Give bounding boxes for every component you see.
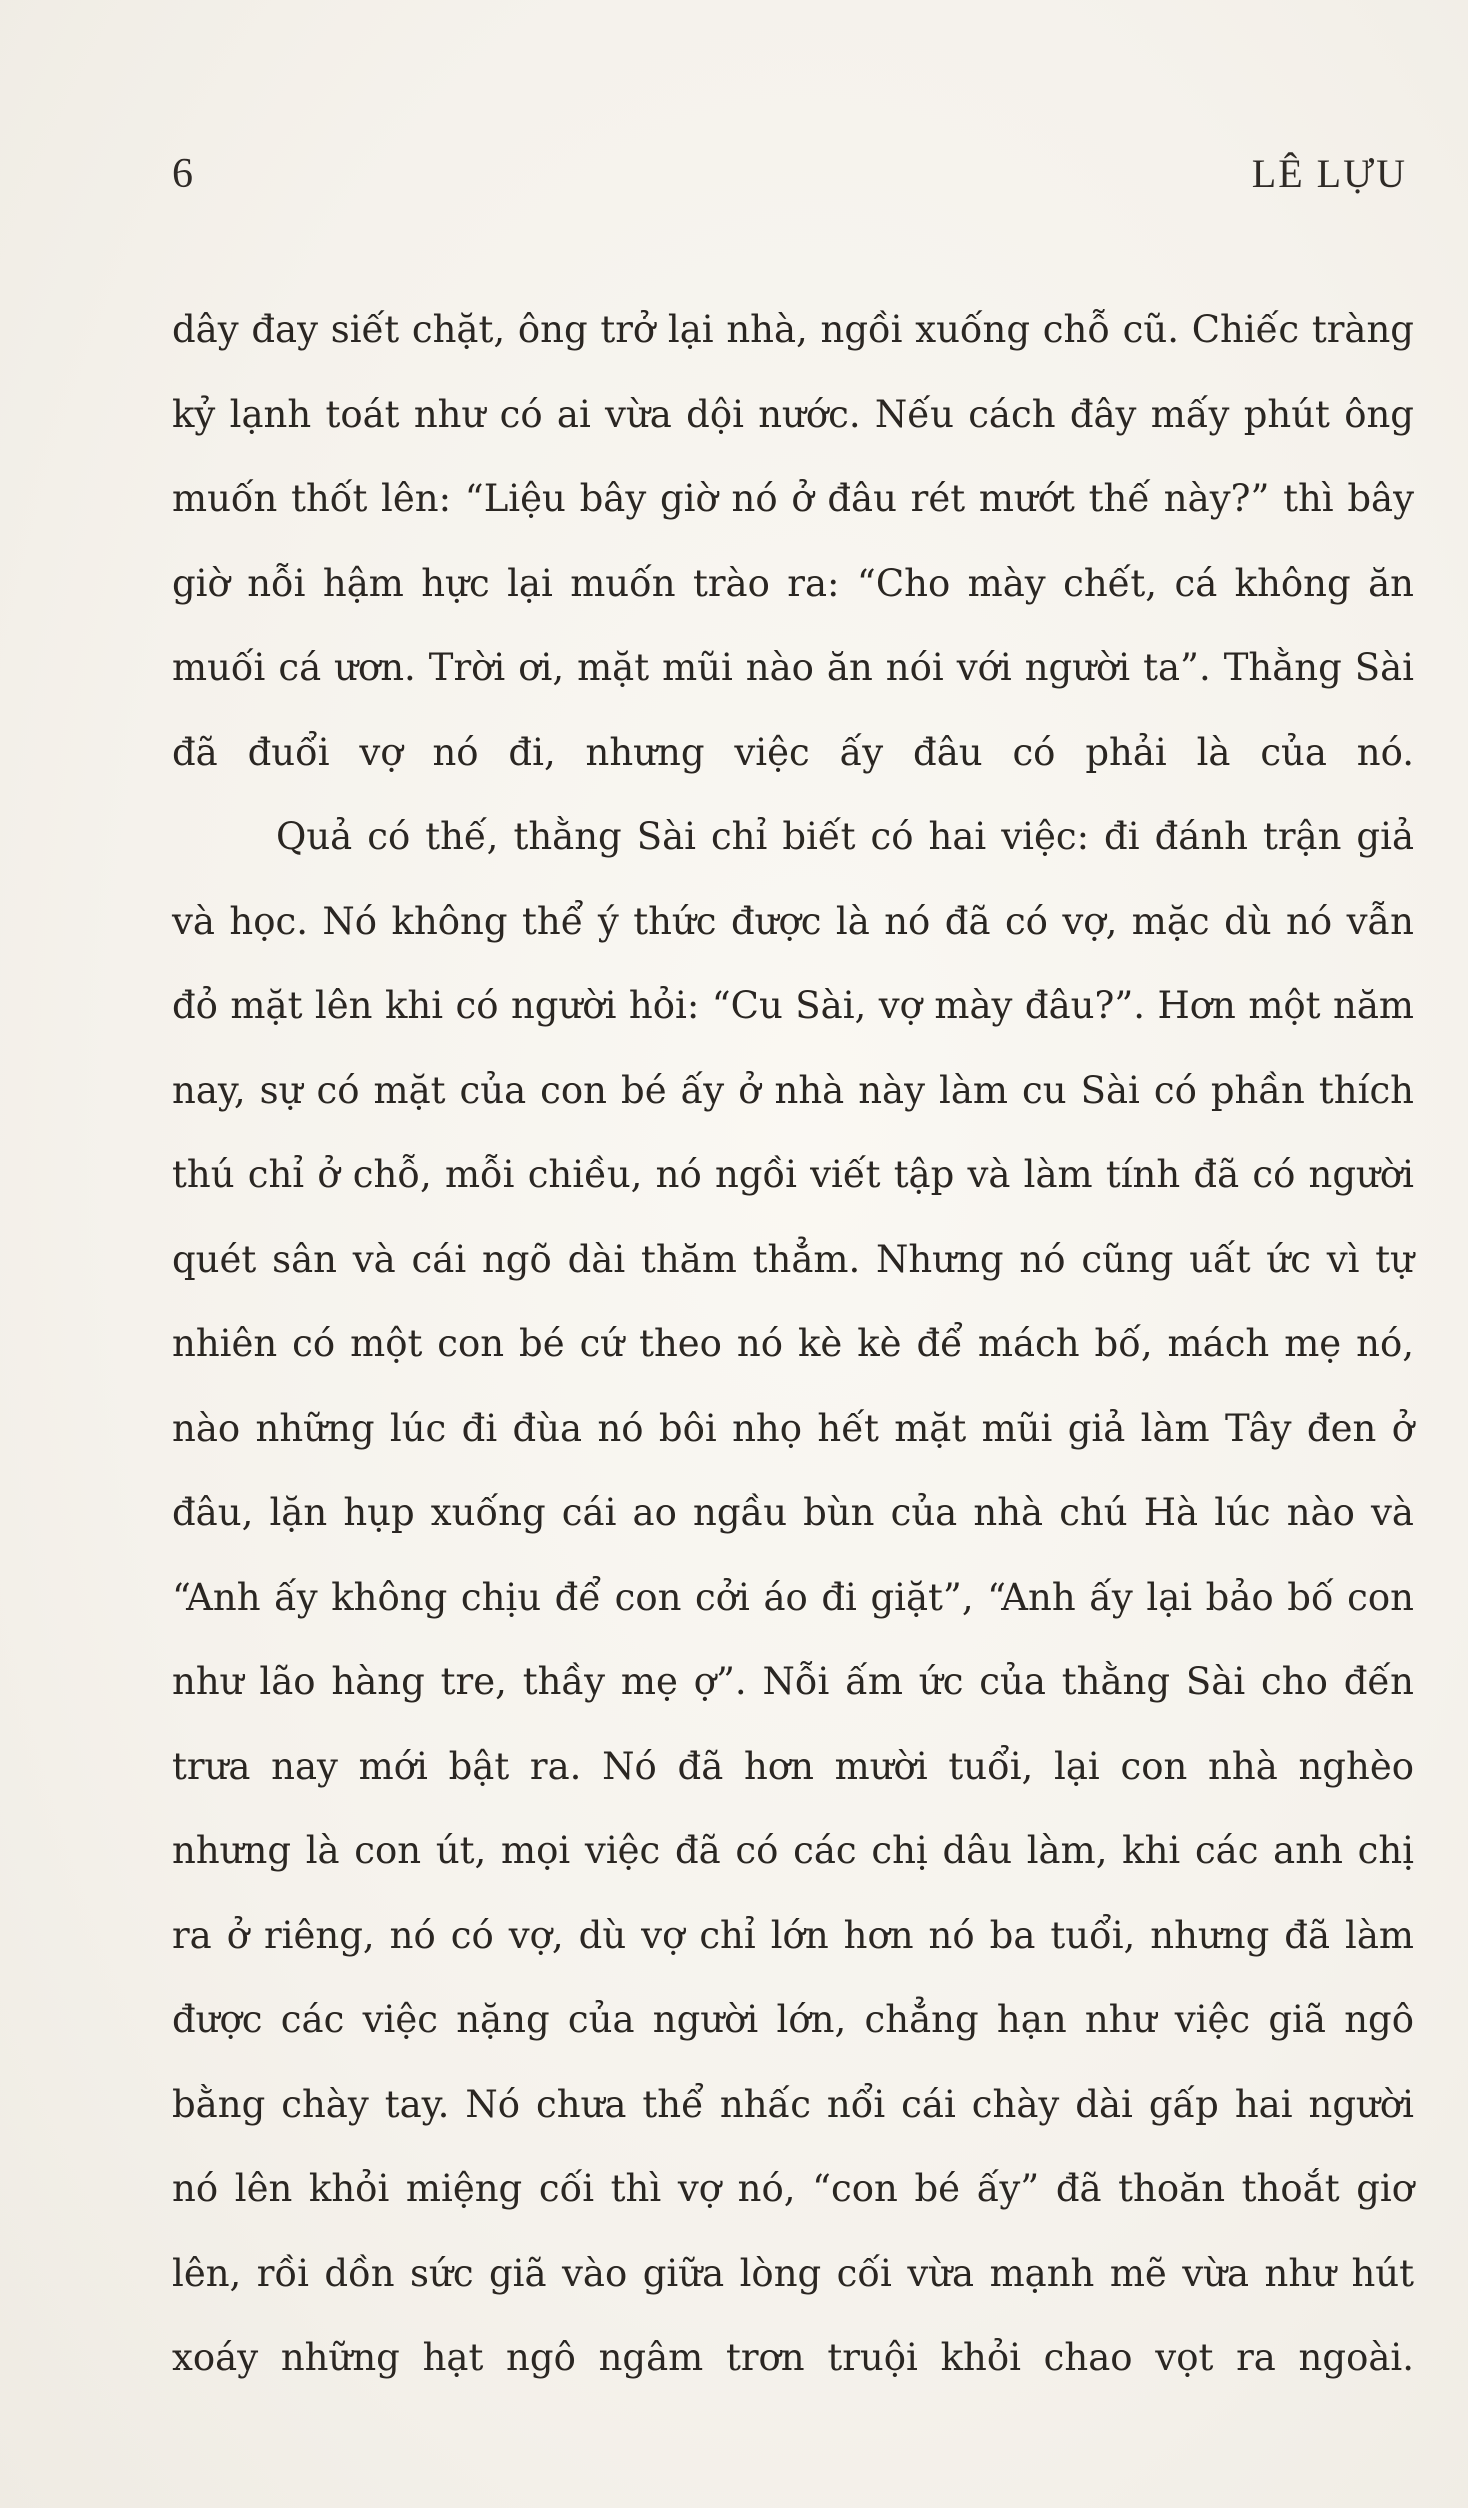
author-name: LÊ LỰU — [1251, 151, 1407, 196]
page-number: 6 — [172, 151, 194, 197]
body-text — [172, 288, 1414, 2401]
paragraph-1: dây đay siết chặt, ông trở lại nhà, ngồi xuống chỗ cũ. Chiếc tràng kỷ lạnh toát như có ai vừa dội nước. Nếu cách đây mấy phút ông muốn thốt lên: “Liệu bây giờ nó ở đâu rét mướt thế này?” thì bây giờ nỗi hậm hực lại muốn trào ra: “Cho mày chết, cá không ăn muối cá ươn. Trời ơi, mặt mũi nào ăn nói với người ta”. Thằng Sài đã đuổi vợ nó đi, nhưng việc ấy đâu có phải là của nó. — [172, 308, 1414, 774]
running-header — [172, 150, 1407, 210]
paragraph-2: Quả có thế, thằng Sài chỉ biết có hai việc: đi đánh trận giả và học. Nó không thể ý thức được là nó đã có vợ, mặc dù nó vẫn đỏ mặt lên khi có người hỏi: “Cu Sài, vợ mày đâu?”. Hơn một năm nay, sự có mặt của con bé ấy ở nhà này làm cu Sài có phần thích thú chỉ ở chỗ, mỗi chiều, nó ngồi viết tập và làm tính đã có người quét sân và cái ngõ dài thăm thẳm. Nhưng nó cũng uất ức vì tự nhiên có một con bé cứ theo nó kè kè để mách bố, mách mẹ nó, nào những lúc đi đùa nó bôi nhọ hết mặt mũi giả làm Tây đen ở đâu, lặn hụp xuống cái ao ngầu bùn của nhà chú Hà lúc nào và “Anh ấy không chịu để con cởi áo đi giặt”, “Anh ấy lại bảo bố con như lão hàng tre, thầy mẹ ợ”. Nỗi ấm ức của thằng Sài cho đến trưa nay mới bật ra. Nó đã hơn mười tuổi, lại con nhà nghèo nhưng là con út, mọi việc đã có các chị dâu làm, khi các anh chị ra ở riêng, nó có vợ, dù vợ chỉ lớn hơn nó ba tuổi, nhưng đã làm được các việc nặng của người lớn, chẳng hạn như việc giã ngô bằng chày tay. Nó chưa thể nhấc nổi cái chày dài gấp hai người nó lên khỏi miệng cối thì vợ nó, “con bé ấy” đã thoăn thoắt giơ lên, rồi dồn sức giã vào giữa lòng cối vừa mạnh mẽ vừa như hút xoáy những hạt ngô ngâm trơn truội khỏi chao vọt ra ngoài. — [172, 815, 1414, 2379]
